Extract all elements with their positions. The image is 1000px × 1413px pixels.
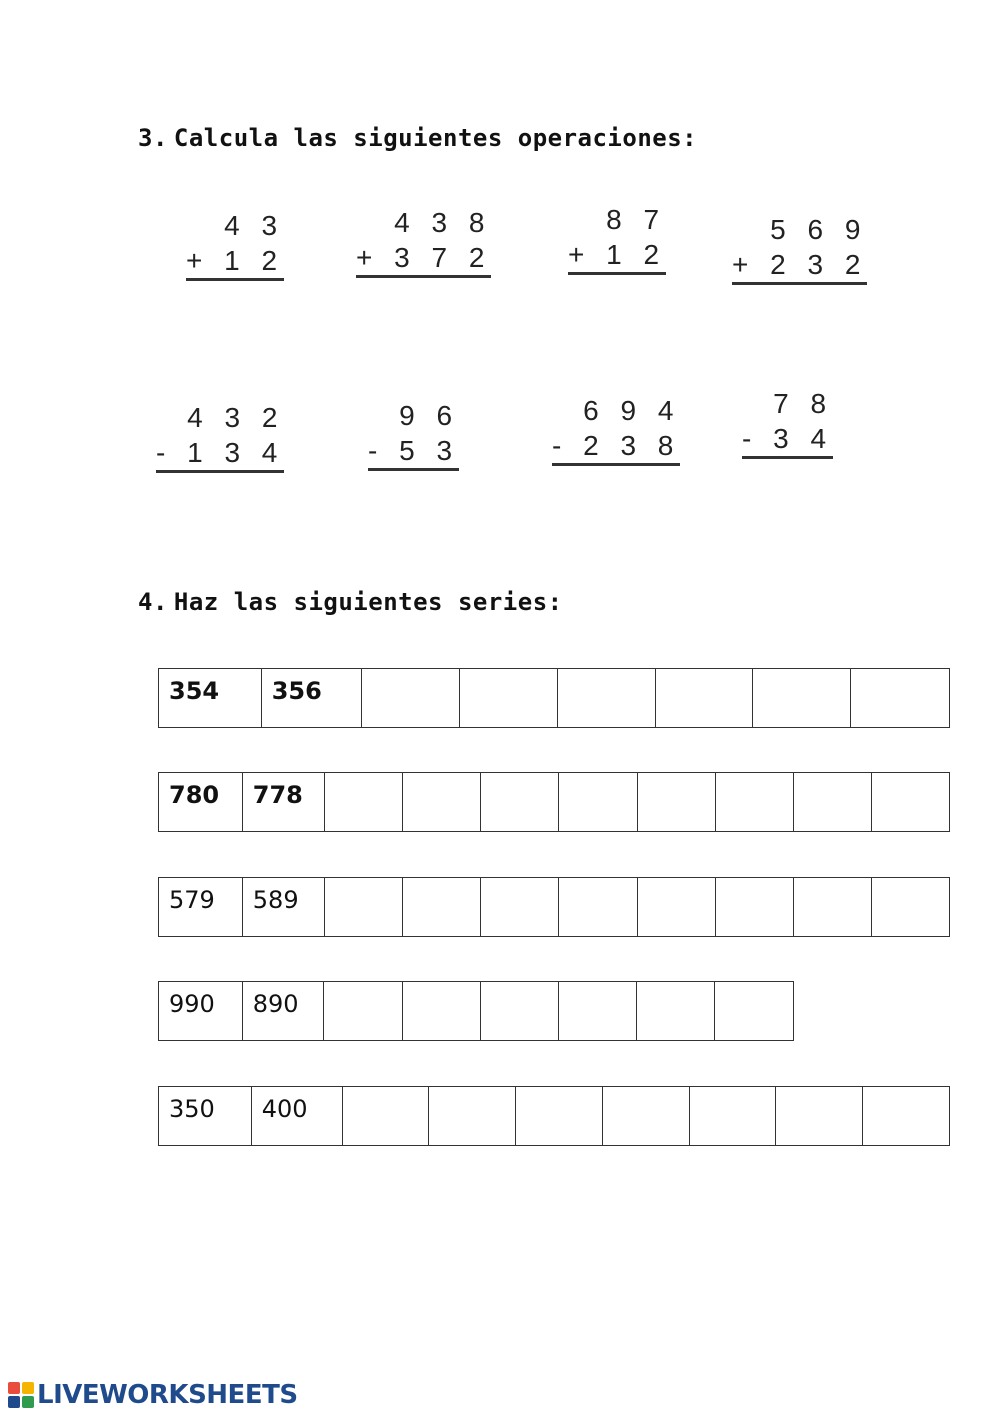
series-cell[interactable] bbox=[342, 1087, 429, 1145]
series-cell[interactable] bbox=[871, 878, 949, 936]
operation-7 bbox=[552, 393, 680, 466]
series-cell: 350 bbox=[169, 1095, 215, 1123]
series-row-4 bbox=[158, 981, 794, 1041]
operation-1 bbox=[186, 208, 284, 281]
section-3-heading bbox=[138, 124, 697, 152]
series-row-5 bbox=[158, 1086, 950, 1146]
series-cell[interactable] bbox=[602, 1087, 689, 1145]
series-cell[interactable] bbox=[636, 982, 714, 1040]
operation-bottom: - 3 4 bbox=[742, 421, 833, 459]
series-cell: 400 bbox=[251, 1087, 342, 1145]
series-cell[interactable] bbox=[557, 669, 655, 727]
series-cell[interactable] bbox=[793, 878, 871, 936]
series-cell[interactable] bbox=[637, 878, 715, 936]
section-4-title: Haz las siguientes series: bbox=[173, 588, 563, 616]
series-cell[interactable] bbox=[715, 878, 794, 936]
series-cell[interactable] bbox=[402, 878, 480, 936]
series-cell[interactable] bbox=[689, 1087, 776, 1145]
series-cell[interactable] bbox=[324, 878, 403, 936]
series-cell[interactable] bbox=[752, 669, 850, 727]
series-cell: 890 bbox=[242, 982, 324, 1040]
series-cell[interactable] bbox=[480, 982, 558, 1040]
series-cell[interactable] bbox=[324, 773, 403, 831]
operation-4 bbox=[732, 212, 867, 285]
series-cell: 778 bbox=[242, 773, 324, 831]
series-cell[interactable] bbox=[558, 878, 637, 936]
series-cell[interactable] bbox=[558, 773, 637, 831]
series-cell[interactable] bbox=[558, 982, 637, 1040]
series-row-3 bbox=[158, 877, 950, 937]
operation-bottom: + 3 7 2 bbox=[356, 240, 491, 278]
liveworksheets-logo bbox=[8, 1380, 298, 1410]
series-cell: 356 bbox=[261, 669, 362, 727]
series-cell[interactable] bbox=[515, 1087, 602, 1145]
series-cell[interactable] bbox=[402, 982, 480, 1040]
operation-top: 9 6 bbox=[399, 400, 460, 431]
series-cell[interactable] bbox=[323, 982, 402, 1040]
series-cell[interactable] bbox=[480, 878, 558, 936]
section-3-number: 3. bbox=[138, 124, 168, 152]
section-4-number: 4. bbox=[138, 588, 168, 616]
series-row-1 bbox=[158, 668, 950, 728]
operation-bottom: + 1 2 bbox=[186, 243, 284, 281]
operation-top: 6 9 4 bbox=[583, 395, 681, 426]
operation-bottom: - 1 3 4 bbox=[156, 435, 284, 473]
series-cell: 990 bbox=[169, 990, 215, 1018]
section-4-heading bbox=[138, 588, 563, 616]
operation-bottom: - 5 3 bbox=[368, 433, 459, 471]
series-cell[interactable] bbox=[862, 1087, 949, 1145]
operation-top: 8 7 bbox=[606, 204, 667, 235]
operation-2 bbox=[356, 205, 491, 278]
operation-3 bbox=[568, 202, 666, 275]
series-cell[interactable] bbox=[714, 982, 793, 1040]
operation-bottom: + 1 2 bbox=[568, 237, 666, 275]
series-cell: 589 bbox=[242, 878, 324, 936]
series-cell[interactable] bbox=[715, 773, 794, 831]
series-cell[interactable] bbox=[775, 1087, 862, 1145]
section-3-title: Calcula las siguientes operaciones: bbox=[173, 124, 698, 152]
operation-5 bbox=[156, 400, 284, 473]
series-cell[interactable] bbox=[459, 669, 557, 727]
operation-bottom: - 2 3 8 bbox=[552, 428, 680, 466]
series-cell[interactable] bbox=[402, 773, 480, 831]
operation-bottom: + 2 3 2 bbox=[732, 247, 867, 285]
series-cell[interactable] bbox=[361, 669, 459, 727]
operation-top: 7 8 bbox=[773, 388, 834, 419]
logo-text: LIVEWORKSHEETS bbox=[37, 1380, 298, 1410]
operation-top: 4 3 bbox=[224, 210, 285, 241]
series-cell[interactable] bbox=[428, 1087, 515, 1145]
series-cell: 354 bbox=[169, 677, 220, 705]
operation-8 bbox=[742, 386, 833, 459]
series-cell[interactable] bbox=[871, 773, 949, 831]
operation-top: 5 6 9 bbox=[770, 214, 868, 245]
series-cell[interactable] bbox=[480, 773, 558, 831]
series-cell[interactable] bbox=[655, 669, 753, 727]
series-cell: 579 bbox=[169, 886, 215, 914]
operation-top: 4 3 2 bbox=[187, 402, 285, 433]
series-cell[interactable] bbox=[637, 773, 715, 831]
operation-6 bbox=[368, 398, 459, 471]
operation-top: 4 3 8 bbox=[394, 207, 492, 238]
series-row-2 bbox=[158, 772, 950, 832]
series-cell[interactable] bbox=[850, 669, 949, 727]
series-cell[interactable] bbox=[793, 773, 871, 831]
series-cell: 780 bbox=[169, 781, 220, 809]
liveworksheets-logo-icon bbox=[8, 1382, 34, 1408]
